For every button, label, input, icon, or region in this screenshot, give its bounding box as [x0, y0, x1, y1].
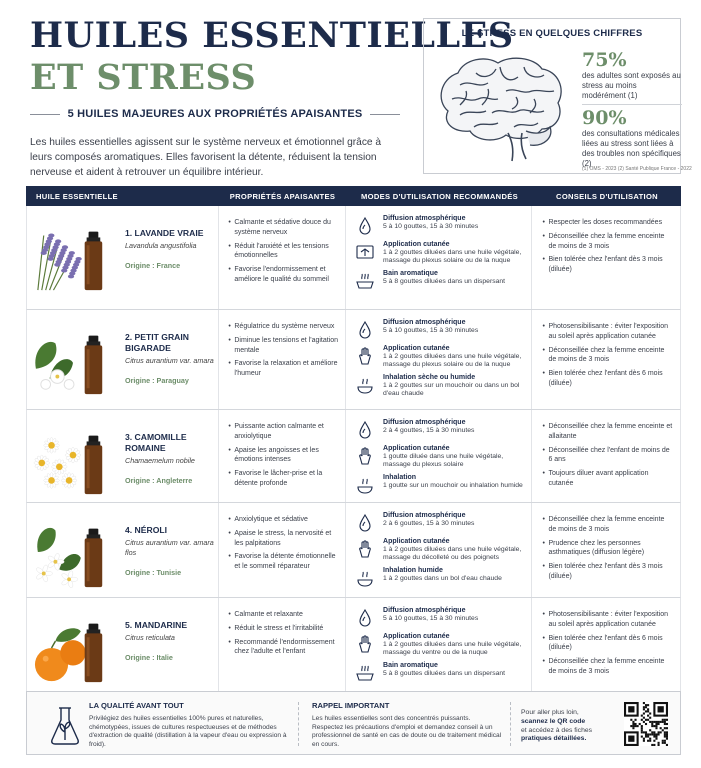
properties-list	[228, 322, 339, 379]
stat-value: 90%	[582, 107, 627, 129]
quality-title: LA QUALITÉ AVANT TOUT	[89, 701, 184, 710]
property-item: • Favorise l'endormissement et améliore le qualité du sommeil	[228, 265, 339, 285]
reminder-title: RAPPEL IMPORTANT	[312, 701, 390, 710]
usage-mode	[354, 418, 525, 441]
hand-icon	[354, 445, 376, 467]
usage-mode	[354, 537, 525, 563]
oil-origin: Origine : Italie	[125, 653, 173, 662]
header-properties: PROPRIÉTÉS APAISANTES	[229, 191, 336, 201]
usage-mode	[354, 344, 525, 370]
quality-block	[89, 701, 289, 749]
properties-cell	[219, 206, 346, 309]
inhalation-icon	[354, 567, 376, 589]
oil-origin: Origine : Paraguay	[125, 376, 189, 385]
advice-item: • Déconseillée chez la femme enceinte de moins de 3 mois	[542, 346, 674, 366]
advice-item: • Déconseillée chez la femme enceinte et allaitante	[542, 422, 674, 442]
property-item: • Diminue les tensions et l'agitation mentale	[228, 336, 339, 356]
modes-cell	[346, 206, 532, 309]
mode-description: 1 à 2 gouttes diluées dans une huile végétale, massage du plexus solaire ou de la nuque	[383, 249, 522, 265]
usage-mode	[354, 240, 525, 266]
advice-item: • Photosensibilisante : éviter l'exposition au soleil après application cutanée	[542, 610, 674, 630]
oil-latin-name: Citrus aurantium var. amara flos	[125, 538, 214, 557]
qr-caption	[521, 709, 601, 744]
oil-origin: Origine : France	[125, 261, 181, 270]
oil-name: 1. LAVANDE VRAIE	[125, 228, 204, 238]
mode-description: 5 à 8 gouttes diluées dans un dispersant	[383, 277, 506, 285]
properties-list	[228, 515, 339, 572]
table-header	[26, 186, 681, 206]
quality-text: Privilégiez des huiles essentielles 100% pures et naturelles, chémotypées, issues de cultures respectueuses et de méthodes d'extraction de qualité (distillation à la vapeur d'eau ou expression à froid).	[89, 715, 287, 748]
qr-caption-line: et accédez à des fiches	[521, 726, 593, 734]
usage-mode	[354, 661, 525, 684]
properties-cell	[219, 410, 346, 502]
mode-description: 5 à 10 gouttes, 15 à 30 minutes	[383, 223, 479, 230]
mode-title: Inhalation	[383, 473, 417, 481]
modes-cell	[346, 598, 532, 691]
header-oil: HUILE ESSENTIELLE	[36, 191, 118, 201]
usage-mode	[354, 566, 525, 589]
subtitle-row	[30, 108, 400, 120]
mode-title: Bain aromatique	[383, 661, 438, 669]
property-item: • Réduit l'anxiété et les tensions émotionnelles	[228, 242, 339, 262]
property-item: • Favorise la détente émotionnelle et le sommeil réparateur	[228, 552, 339, 572]
oil-cell	[27, 598, 219, 691]
properties-list	[228, 218, 339, 285]
qr-caption-line: scannez le QR code	[521, 717, 586, 725]
advice-cell	[532, 310, 680, 409]
table-row	[26, 206, 681, 310]
mode-title: Bain aromatique	[383, 269, 438, 277]
advice-list	[542, 422, 674, 489]
qr-code-icon[interactable]	[624, 702, 668, 746]
mode-description: 5 à 10 gouttes, 15 à 30 minutes	[383, 327, 479, 334]
page-subtitle: 5 HUILES MAJEURES AUX PROPRIÉTÉS APAISANTES	[67, 108, 363, 120]
page-title-line1: HUILES ESSENTIELLES	[30, 15, 514, 56]
bath-icon	[354, 662, 376, 684]
modes-cell	[346, 310, 532, 409]
mode-title: Application cutanée	[383, 633, 450, 640]
property-item: • Favorise la relaxation et améliore l'humeur	[228, 359, 339, 379]
mode-description: 1 goutte diluée dans une huile végétale, massage du plexus solaire	[383, 453, 504, 469]
inhalation-icon	[354, 474, 376, 496]
stat-description: des consultations médicales liées au stress sont liées à des troubles non spécifiques (2)	[582, 129, 681, 168]
flask-plant-icon	[49, 702, 81, 746]
oil-latin-name: Citrus reticulata	[125, 633, 175, 642]
property-item: • Régulatrice du système nerveux	[228, 322, 339, 332]
chamomile-icon	[29, 420, 115, 498]
advice-item: • Déconseillée chez l'enfant de moins de 6 ans	[542, 446, 674, 466]
mandarin-icon	[29, 608, 115, 686]
usage-mode	[354, 444, 525, 470]
mode-title: Inhalation sèche ou humide	[383, 373, 476, 381]
inhalation-icon	[354, 374, 376, 396]
table-row	[26, 310, 681, 410]
diffuser-icon	[354, 319, 376, 341]
header-modes: MODES D'UTILISATION RECOMMANDÉS	[361, 191, 518, 201]
table-row	[26, 503, 681, 598]
header-advice: CONSEILS D'UTILISATION	[556, 191, 658, 201]
advice-item: • Bien tolérée chez l'enfant dès 6 mois (diluée)	[542, 369, 674, 389]
mode-title: Diffusion atmosphérique	[383, 512, 466, 519]
footer-divider	[510, 702, 511, 746]
oil-latin-name: Chamaemelum nobile	[125, 456, 195, 465]
property-item: • Apaise les angoisses et les émotions intenses	[228, 446, 339, 466]
oil-cell	[27, 410, 219, 502]
properties-list	[228, 422, 339, 489]
oil-latin-name: Lavandula angustifolia	[125, 241, 197, 250]
mode-title: Diffusion atmosphérique	[383, 319, 466, 326]
mode-description: 2 à 6 gouttes, 15 à 30 minutes	[383, 520, 475, 527]
oil-cell	[27, 310, 219, 409]
mode-title: Application cutanée	[383, 538, 450, 545]
oils-table	[26, 186, 681, 692]
usage-mode	[354, 318, 525, 341]
mode-description: 1 goutte sur un mouchoir ou inhalation humide	[383, 481, 523, 489]
oil-name: 5. MANDARINE	[125, 620, 188, 630]
advice-cell	[532, 598, 680, 691]
oil-cell	[27, 503, 219, 597]
massage-icon	[354, 241, 376, 263]
usage-mode	[354, 373, 525, 399]
properties-cell	[219, 598, 346, 691]
qr-caption-line: pratiques détaillées.	[521, 735, 587, 743]
properties-cell	[219, 503, 346, 597]
page-title-line2: ET STRESS	[30, 57, 257, 98]
mode-title: Inhalation humide	[383, 566, 443, 574]
advice-item: • Déconseillée chez la femme enceinte de moins de 3 mois	[542, 515, 674, 535]
oil-cell	[27, 206, 219, 309]
advice-list	[542, 218, 674, 275]
property-item: • Calmante et relaxante	[228, 610, 339, 620]
usage-mode	[354, 214, 525, 237]
property-item: • Anxiolytique et sédative	[228, 515, 339, 525]
reminder-block	[312, 701, 502, 749]
property-item: • Favorise le lâcher-prise et la détente profonde	[228, 469, 339, 489]
advice-list	[542, 515, 674, 582]
mode-title: Application cutanée	[383, 241, 450, 248]
mode-description: 1 à 2 gouttes sur un mouchoir ou dans un bol d'eau chaude	[383, 381, 520, 398]
oil-name: 2. PETIT GRAIN BIGARADE	[125, 332, 189, 353]
table-row	[26, 598, 681, 692]
oil-latin-name: Citrus aurantium var. amara	[125, 356, 214, 365]
advice-item: • Bien tolérée chez l'enfant dès 6 mois (diluée)	[542, 634, 674, 654]
footer-box	[26, 691, 681, 755]
advice-list	[542, 610, 674, 677]
advice-item: • Bien tolérée chez l'enfant dès 3 mois (diluée)	[542, 562, 674, 582]
usage-mode	[354, 511, 525, 534]
diffuser-icon	[354, 512, 376, 534]
oil-info	[125, 432, 217, 485]
diffuser-icon	[354, 607, 376, 629]
reminder-text: Les huiles essentielles sont des concentrés puissants. Respectez les précautions d'emploi et demandez conseil à un professionnel de santé en cas de doute ou de traitement médical en cours.	[312, 715, 502, 748]
usage-mode	[354, 473, 525, 496]
mode-title: Application cutanée	[383, 345, 450, 352]
advice-item: • Toujours diluer avant application cutanée	[542, 469, 674, 489]
property-item: • Calmante et sédative douce du système nerveux	[228, 218, 339, 238]
mode-title: Diffusion atmosphérique	[383, 419, 466, 426]
oil-origin: Origine : Tunisie	[125, 568, 182, 577]
mode-description: 1 à 2 gouttes diluées dans une huile végétale, massage du ventre ou de la nuque	[383, 641, 522, 657]
advice-list	[542, 322, 674, 389]
mode-description: 5 à 8 gouttes diluées dans un dispersant	[383, 669, 506, 677]
mode-description: 1 à 2 gouttes diluées dans une huile végétale, massage du décolleté ou des poignets	[383, 546, 522, 562]
advice-item: • Prudence chez les personnes asthmatiques (diffusion légère)	[542, 539, 674, 559]
subtitle-divider-left	[30, 114, 60, 115]
table-body	[26, 206, 681, 692]
intro-text: Les huiles essentielles agissent sur le système nerveux et émotionnel grâce à leurs composés aromatiques. Elles favorisent la détente, réduisent la tension nerveuse et aident à retrouver un équilibre intérieur.	[30, 137, 382, 178]
oil-info	[125, 525, 217, 577]
hand-icon	[354, 633, 376, 655]
mode-description: 1 à 2 gouttes dans un bol d'eau chaude	[383, 574, 502, 582]
lavender-icon	[29, 216, 115, 294]
hand-icon	[354, 538, 376, 560]
hand-icon	[354, 345, 376, 367]
advice-cell	[532, 206, 680, 309]
usage-mode	[354, 269, 525, 292]
oil-info	[125, 620, 217, 662]
qr-caption-line: Pour aller plus loin,	[521, 709, 579, 716]
property-item: • Réduit le stress et l'irritabilité	[228, 624, 339, 634]
advice-cell	[532, 503, 680, 597]
stats-box	[423, 18, 692, 174]
advice-cell	[532, 410, 680, 502]
property-item: • Puissante action calmante et anxiolytique	[228, 422, 339, 442]
stat-item	[582, 49, 682, 105]
modes-cell	[346, 410, 532, 502]
property-item: • Recommandé l'endormissement chez l'adulte et l'enfant	[228, 638, 339, 658]
property-item: • Apaise le stress, la nervosité et les palpitations	[228, 529, 339, 549]
stats-sources: (1) OMS - 2023 (2) Santé Publique France - 2022	[582, 166, 692, 172]
diffuser-icon	[354, 419, 376, 441]
advice-item: • Déconseillée chez la femme enceinte de moins de 3 mois	[542, 232, 674, 252]
properties-list	[228, 610, 339, 657]
stat-item	[582, 107, 682, 172]
bath-icon	[354, 270, 376, 292]
footer-divider	[298, 702, 299, 746]
modes-cell	[346, 503, 532, 597]
oil-name: 3. CAMOMILLE ROMAINE	[125, 432, 187, 453]
oil-info	[125, 228, 217, 270]
diffuser-icon	[354, 215, 376, 237]
mode-description: 5 à 10 gouttes, 15 à 30 minutes	[383, 615, 479, 622]
stat-description: des adultes sont exposés au stress au moins modérément (1)	[582, 71, 682, 105]
oil-name: 4. NÉROLI	[125, 525, 168, 535]
advice-item: • Déconseillée chez la femme enceinte de moins de 3 mois	[542, 657, 674, 677]
table-row	[26, 410, 681, 503]
properties-cell	[219, 310, 346, 409]
mode-description: 1 à 2 gouttes diluées dans une huile végétale, massage du plexus solaire ou de la nuque	[383, 353, 522, 369]
stat-value: 75%	[582, 49, 627, 71]
neroli-icon	[29, 513, 115, 591]
mode-title: Diffusion atmosphérique	[383, 607, 466, 614]
usage-mode	[354, 632, 525, 658]
advice-item: • Respecter les doses recommandées	[542, 218, 674, 228]
stats-title: LE STRESS EN QUELQUES CHIFFRES	[461, 28, 643, 39]
mode-description: 2 à 4 gouttes, 15 à 30 minutes	[383, 427, 475, 434]
usage-mode	[354, 606, 525, 629]
petitgrain-icon	[29, 320, 115, 398]
mode-title: Application cutanée	[383, 445, 450, 452]
mode-title: Diffusion atmosphérique	[383, 215, 466, 222]
advice-item: • Photosensibilisante : éviter l'exposition au soleil après application cutanée	[542, 322, 674, 342]
brain-icon	[430, 49, 570, 167]
advice-item: • Bien tolérée chez l'enfant dès 3 mois (diluée)	[542, 255, 674, 275]
oil-origin: Origine : Angleterre	[125, 476, 193, 485]
subtitle-divider-right	[370, 114, 400, 115]
oil-info	[125, 332, 217, 385]
